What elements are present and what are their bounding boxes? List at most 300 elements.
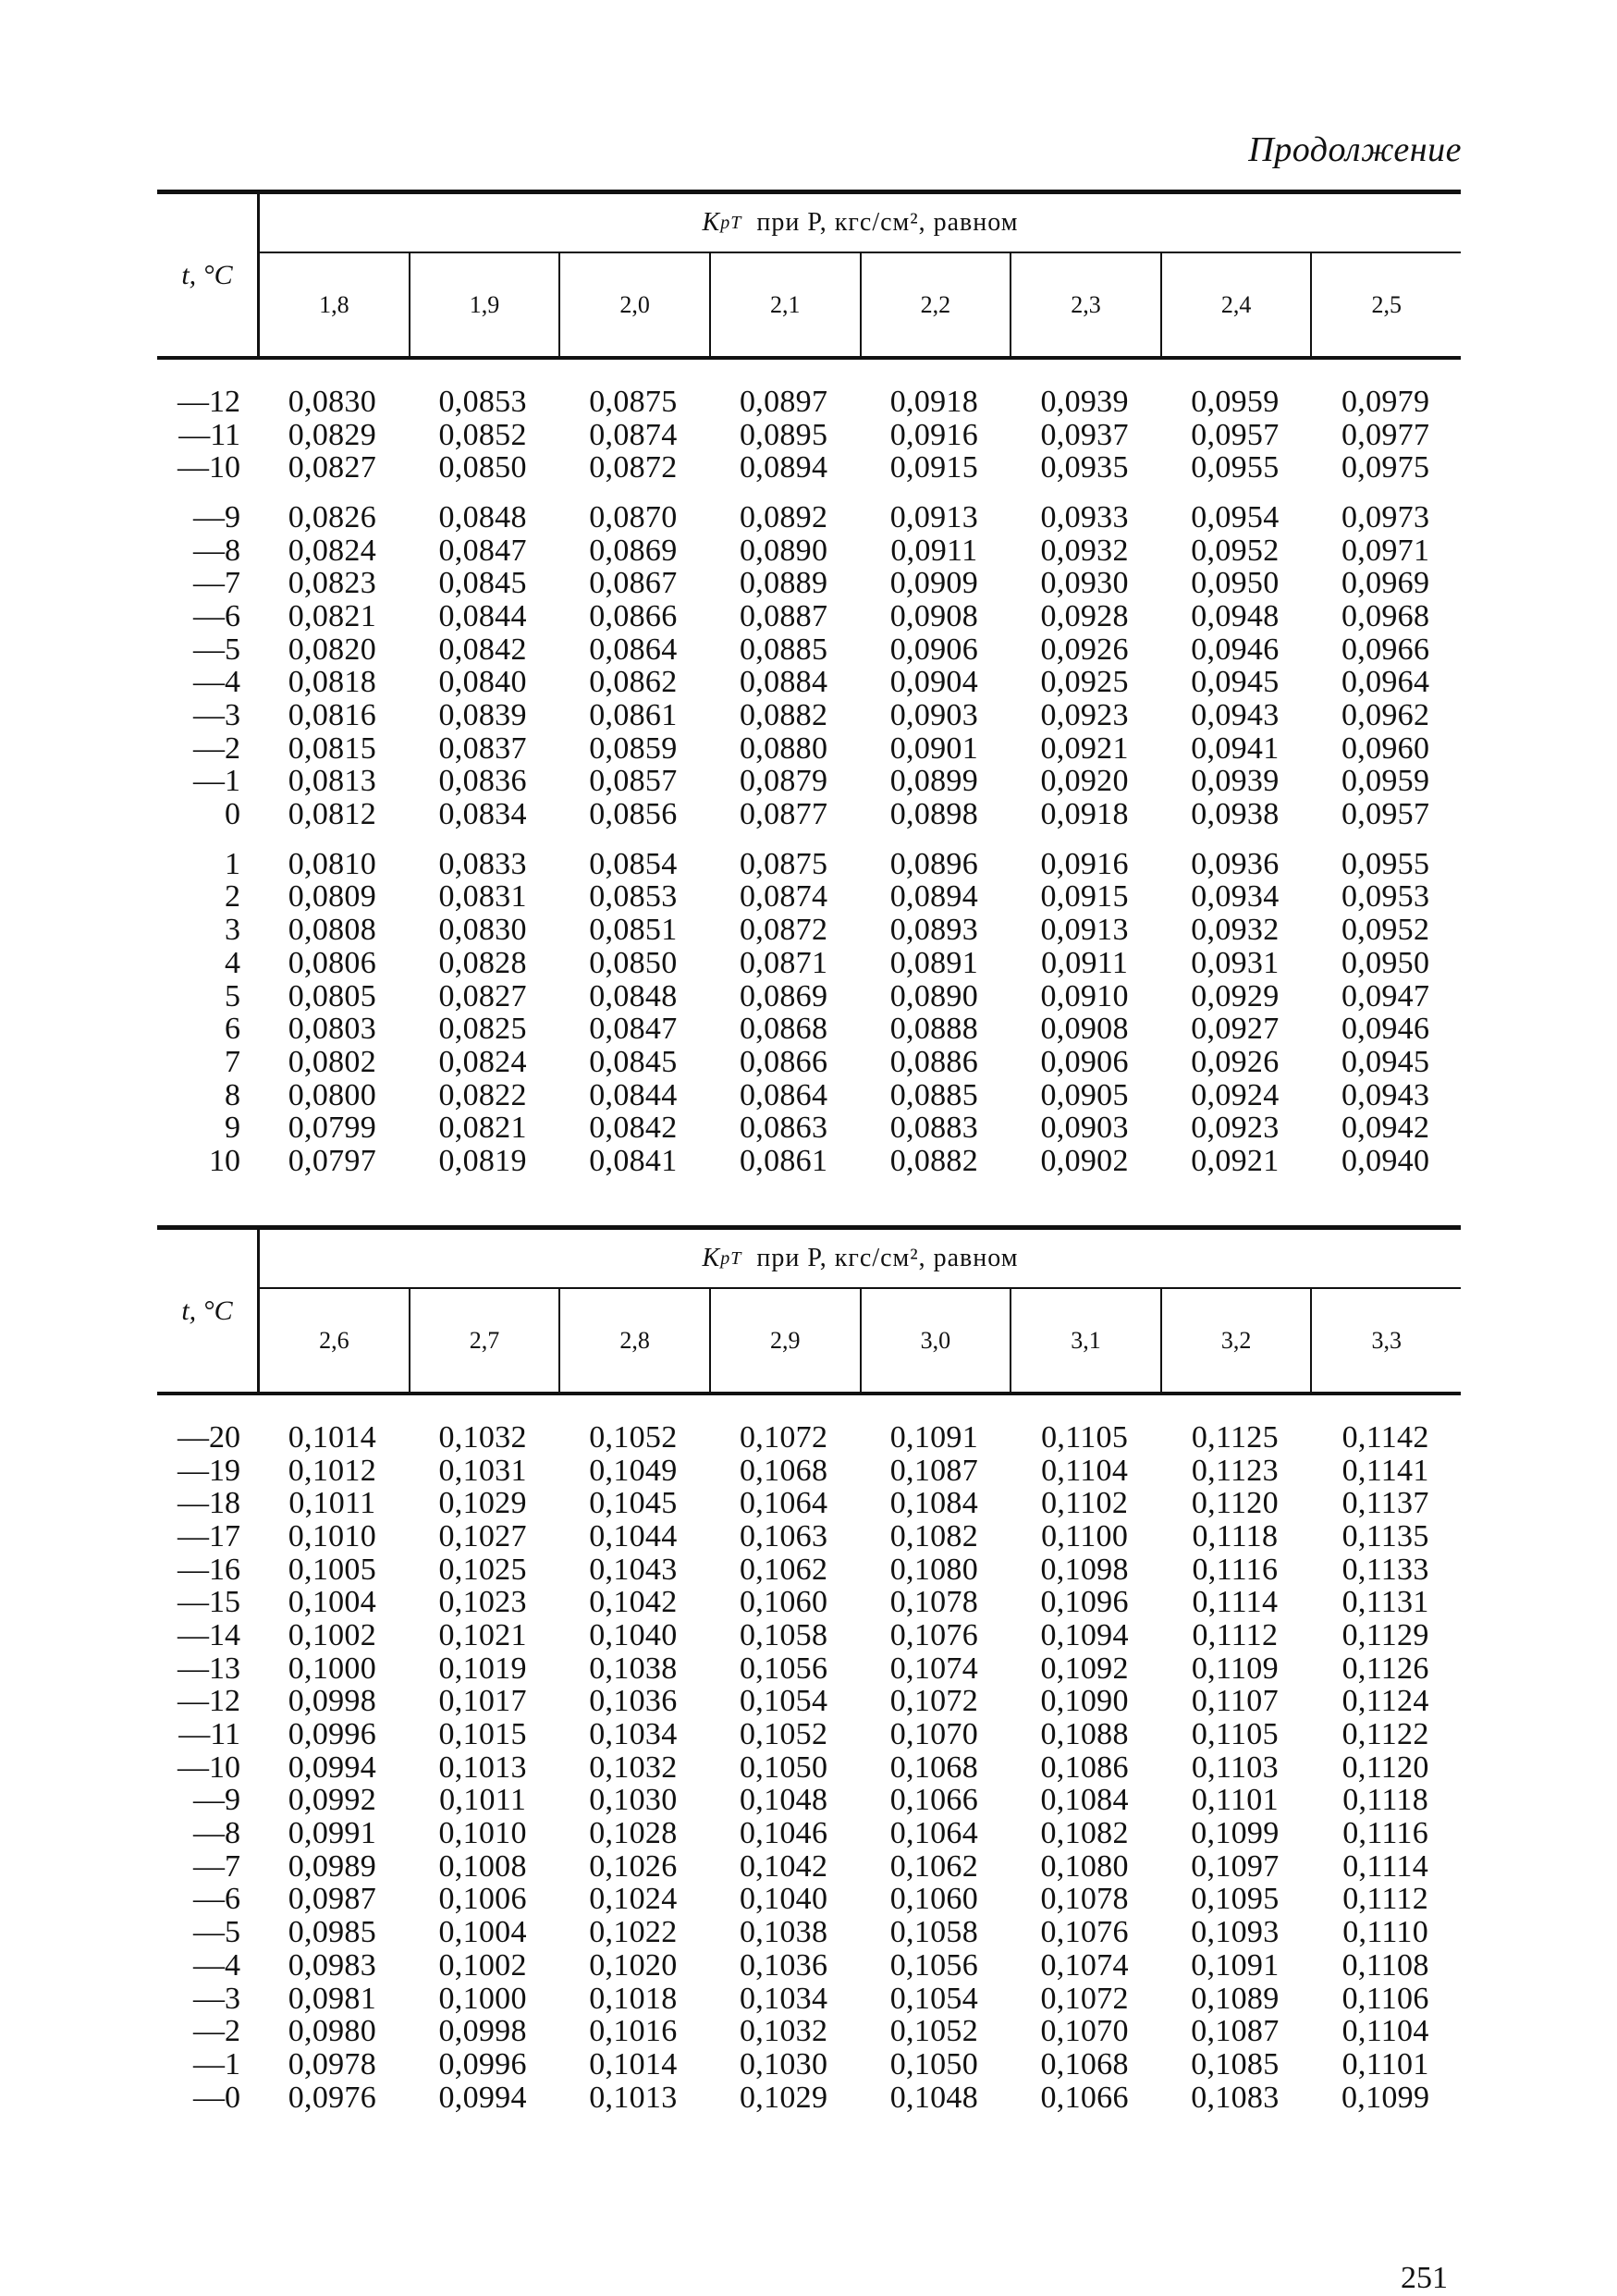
value-cell: 0,0926 bbox=[1040, 632, 1129, 667]
value-cell: 0,0834 bbox=[438, 797, 527, 832]
value-cell: 0,0976 bbox=[288, 2080, 377, 2115]
value-cell: 0,0985 bbox=[288, 1915, 377, 1950]
temperature-cell: 10 bbox=[209, 1143, 240, 1178]
value-cell: 0,1048 bbox=[889, 2080, 979, 2115]
temperature-cell: —9 bbox=[193, 499, 240, 534]
value-cell: 0,0870 bbox=[589, 499, 678, 534]
value-cell: 0,1114 bbox=[1192, 1585, 1279, 1620]
temperature-cell: —1 bbox=[193, 2046, 240, 2081]
value-cell: 0,0943 bbox=[1341, 1077, 1430, 1112]
value-cell: 0,1114 bbox=[1342, 1848, 1429, 1884]
value-cell: 0,1026 bbox=[589, 1848, 678, 1884]
table-row bbox=[157, 1046, 1461, 1079]
value-cell: 0,1095 bbox=[1191, 1882, 1280, 1917]
value-cell: 0,1092 bbox=[1040, 1651, 1129, 1686]
value-cell: 0,0991 bbox=[288, 1816, 377, 1851]
value-cell: 0,0977 bbox=[1341, 417, 1430, 452]
value-cell: 0,0848 bbox=[438, 499, 527, 534]
temperature-cell: —12 bbox=[178, 384, 240, 419]
value-cell: 0,1062 bbox=[889, 1848, 979, 1884]
value-cell: 0,1046 bbox=[739, 1816, 828, 1851]
table-row bbox=[157, 1983, 1461, 2016]
value-cell: 0,0921 bbox=[1191, 1143, 1280, 1178]
value-cell: 0,0975 bbox=[1341, 450, 1430, 485]
column-header: 2,9 bbox=[709, 1289, 860, 1392]
value-cell: 0,1020 bbox=[589, 1947, 678, 1983]
value-cell: 0,1141 bbox=[1341, 1453, 1429, 1488]
temperature-cell: —6 bbox=[193, 598, 240, 633]
temperature-cell: —2 bbox=[193, 2014, 240, 2049]
value-cell: 0,1105 bbox=[1191, 1717, 1279, 1752]
value-cell: 0,0803 bbox=[288, 1012, 377, 1047]
value-cell: 0,0889 bbox=[739, 566, 828, 601]
value-cell: 0,0853 bbox=[589, 879, 678, 915]
table-row bbox=[157, 2081, 1461, 2115]
column-header: 2,1 bbox=[709, 253, 860, 356]
value-cell: 0,1045 bbox=[589, 1486, 678, 1521]
value-cell: 0,1040 bbox=[739, 1882, 828, 1917]
value-cell: 0,0934 bbox=[1191, 879, 1280, 915]
value-cell: 0,0918 bbox=[889, 384, 979, 419]
table-row bbox=[157, 1785, 1461, 1818]
table-row bbox=[157, 1751, 1461, 1785]
value-cell: 0,1105 bbox=[1041, 1419, 1129, 1455]
value-cell: 0,0905 bbox=[1040, 1077, 1129, 1112]
value-cell: 0,0955 bbox=[1191, 450, 1280, 485]
table-row bbox=[157, 848, 1461, 881]
value-cell: 0,0821 bbox=[288, 598, 377, 633]
value-cell: 0,1012 bbox=[288, 1453, 377, 1488]
value-cell: 0,1086 bbox=[1040, 1750, 1129, 1785]
value-cell: 0,0971 bbox=[1341, 533, 1430, 568]
value-cell: 0,1017 bbox=[438, 1684, 527, 1719]
value-cell: 0,1014 bbox=[288, 1419, 377, 1455]
value-cell: 0,1056 bbox=[889, 1947, 979, 1983]
temperature-cell: —19 bbox=[178, 1453, 240, 1488]
value-cell: 0,0959 bbox=[1341, 764, 1430, 799]
value-cell: 0,1097 bbox=[1191, 1848, 1280, 1884]
value-cell: 0,0909 bbox=[889, 566, 979, 601]
table-row bbox=[157, 1455, 1461, 1488]
value-cell: 0,1104 bbox=[1041, 1453, 1129, 1488]
value-cell: 0,1014 bbox=[589, 2046, 678, 2081]
value-cell: 0,0931 bbox=[1191, 945, 1280, 980]
temperature-cell: —11 bbox=[178, 1717, 240, 1752]
value-cell: 0,1107 bbox=[1191, 1684, 1279, 1719]
value-cell: 0,0810 bbox=[288, 846, 377, 881]
value-cell: 0,1084 bbox=[1040, 1783, 1129, 1818]
value-cell: 0,1042 bbox=[739, 1848, 828, 1884]
value-cell: 0,1085 bbox=[1191, 2046, 1280, 2081]
table-row bbox=[157, 1850, 1461, 1884]
value-cell: 0,0823 bbox=[288, 566, 377, 601]
value-cell: 0,0819 bbox=[438, 1143, 527, 1178]
value-cell: 0,0998 bbox=[288, 1684, 377, 1719]
value-cell: 0,1074 bbox=[1040, 1947, 1129, 1983]
span-header-text: при P, кгс/см², равном bbox=[756, 1244, 1019, 1272]
value-cell: 0,0812 bbox=[288, 797, 377, 832]
table-2 bbox=[157, 1225, 1461, 2130]
column-header: 2,8 bbox=[558, 1289, 709, 1392]
value-cell: 0,0875 bbox=[739, 846, 828, 881]
value-cell: 0,0884 bbox=[739, 665, 828, 700]
value-cell: 0,0928 bbox=[1040, 598, 1129, 633]
value-cell: 0,1052 bbox=[589, 1419, 678, 1455]
temperature-cell: —7 bbox=[193, 1848, 240, 1884]
value-cell: 0,0844 bbox=[589, 1077, 678, 1112]
value-cell: 0,0998 bbox=[438, 2014, 527, 2049]
temperature-cell: —10 bbox=[178, 450, 240, 485]
value-cell: 0,0969 bbox=[1341, 566, 1430, 601]
value-cell: 0,1042 bbox=[589, 1585, 678, 1620]
value-cell: 0,1125 bbox=[1191, 1419, 1279, 1455]
value-cell: 0,0941 bbox=[1191, 731, 1280, 766]
value-cell: 0,0894 bbox=[889, 879, 979, 915]
temperature-cell: 7 bbox=[225, 1044, 240, 1079]
temperature-cell: —7 bbox=[193, 566, 240, 601]
temperature-cell: 1 bbox=[225, 846, 240, 881]
value-cell: 0,0926 bbox=[1191, 1044, 1280, 1079]
value-cell: 0,0850 bbox=[438, 450, 527, 485]
table-row bbox=[157, 2048, 1461, 2081]
value-cell: 0,0871 bbox=[739, 945, 828, 980]
table-row bbox=[157, 2015, 1461, 2048]
value-cell: 0,1029 bbox=[438, 1486, 527, 1521]
temperature-cell: 0 bbox=[225, 797, 240, 832]
value-cell: 0,0913 bbox=[889, 499, 979, 534]
value-cell: 0,1089 bbox=[1191, 1981, 1280, 2016]
value-cell: 0,0890 bbox=[739, 533, 828, 568]
value-cell: 0,0805 bbox=[288, 978, 377, 1013]
value-cell: 0,1013 bbox=[438, 1750, 527, 1785]
value-cell: 0,0913 bbox=[1040, 913, 1129, 948]
value-cell: 0,0845 bbox=[438, 566, 527, 601]
coefficient-symbol: K bbox=[702, 1244, 721, 1272]
value-cell: 0,0936 bbox=[1191, 846, 1280, 881]
value-cell: 0,0809 bbox=[288, 879, 377, 915]
value-cell: 0,1082 bbox=[889, 1518, 979, 1553]
value-cell: 0,0887 bbox=[739, 598, 828, 633]
value-cell: 0,0799 bbox=[288, 1111, 377, 1146]
table-row bbox=[157, 501, 1461, 534]
table-row bbox=[157, 633, 1461, 667]
table-row bbox=[157, 1686, 1461, 1719]
table-row bbox=[157, 1013, 1461, 1046]
value-cell: 0,0883 bbox=[889, 1111, 979, 1146]
span-header-text: при P, кгс/см², равном bbox=[756, 208, 1019, 237]
value-cell: 0,1005 bbox=[288, 1552, 377, 1587]
value-cell: 0,0980 bbox=[288, 2014, 377, 2049]
table-body bbox=[157, 360, 1461, 1178]
table-row bbox=[157, 534, 1461, 568]
value-cell: 0,0923 bbox=[1040, 698, 1129, 733]
value-cell: 0,1043 bbox=[589, 1552, 678, 1587]
value-cell: 0,1011 bbox=[288, 1486, 376, 1521]
temperature-cell: —8 bbox=[193, 1816, 240, 1851]
value-cell: 0,0800 bbox=[288, 1077, 377, 1112]
value-cell: 0,0880 bbox=[739, 731, 828, 766]
value-cell: 0,0869 bbox=[739, 978, 828, 1013]
value-cell: 0,1102 bbox=[1041, 1486, 1129, 1521]
value-cell: 0,1038 bbox=[739, 1915, 828, 1950]
value-cell: 0,0910 bbox=[1040, 978, 1129, 1013]
value-cell: 0,0945 bbox=[1191, 665, 1280, 700]
value-cell: 0,0903 bbox=[1040, 1111, 1129, 1146]
value-cell: 0,0820 bbox=[288, 632, 377, 667]
value-cell: 0,1019 bbox=[438, 1651, 527, 1686]
value-cell: 0,0854 bbox=[589, 846, 678, 881]
value-cell: 0,0915 bbox=[889, 450, 979, 485]
value-cell: 0,0946 bbox=[1191, 632, 1280, 667]
value-cell: 0,0908 bbox=[1040, 1012, 1129, 1047]
value-cell: 0,0978 bbox=[288, 2046, 377, 2081]
value-cell: 0,1044 bbox=[589, 1518, 678, 1553]
temperature-cell: —16 bbox=[178, 1552, 240, 1587]
column-header: 2,2 bbox=[860, 253, 1011, 356]
value-cell: 0,0903 bbox=[889, 698, 979, 733]
value-cell: 0,0802 bbox=[288, 1044, 377, 1079]
value-cell: 0,0848 bbox=[589, 978, 678, 1013]
temperature-cell: —14 bbox=[178, 1617, 240, 1652]
value-cell: 0,1064 bbox=[889, 1816, 979, 1851]
value-cell: 0,0828 bbox=[438, 945, 527, 980]
value-cell: 0,1048 bbox=[739, 1783, 828, 1818]
column-header: 2,7 bbox=[409, 1289, 559, 1392]
value-cell: 0,0898 bbox=[889, 797, 979, 832]
value-cell: 0,0897 bbox=[739, 384, 828, 419]
table-row bbox=[157, 1619, 1461, 1652]
value-cell: 0,0845 bbox=[589, 1044, 678, 1079]
value-cell: 0,0992 bbox=[288, 1783, 377, 1818]
value-cell: 0,1090 bbox=[1040, 1684, 1129, 1719]
table-row bbox=[157, 1586, 1461, 1619]
value-cell: 0,0901 bbox=[889, 731, 979, 766]
value-cell: 0,1029 bbox=[739, 2080, 828, 2115]
temperature-cell: —15 bbox=[178, 1585, 240, 1620]
value-cell: 0,0929 bbox=[1191, 978, 1280, 1013]
value-cell: 0,1000 bbox=[438, 1981, 527, 2016]
value-cell: 0,0837 bbox=[438, 731, 527, 766]
column-span-header bbox=[260, 1230, 1461, 1289]
value-cell: 0,0916 bbox=[1040, 846, 1129, 881]
value-cell: 0,1116 bbox=[1342, 1816, 1429, 1851]
table-row bbox=[157, 881, 1461, 915]
value-cell: 0,0841 bbox=[589, 1143, 678, 1178]
value-cell: 0,1112 bbox=[1342, 1882, 1429, 1917]
column-header: 1,8 bbox=[319, 290, 349, 318]
value-cell: 0,1010 bbox=[438, 1816, 527, 1851]
value-cell: 0,0875 bbox=[589, 384, 678, 419]
value-cell: 0,1024 bbox=[589, 1882, 678, 1917]
coefficient-subscript: pT bbox=[720, 1247, 742, 1269]
value-cell: 0,1099 bbox=[1341, 2080, 1430, 2115]
value-cell: 0,0851 bbox=[589, 913, 678, 948]
value-cell: 0,0924 bbox=[1191, 1077, 1280, 1112]
value-cell: 0,1034 bbox=[589, 1717, 678, 1752]
value-cell: 0,0916 bbox=[889, 417, 979, 452]
page-number: 251 bbox=[1401, 2261, 1448, 2295]
value-cell: 0,0886 bbox=[889, 1044, 979, 1079]
value-cell: 0,0943 bbox=[1191, 698, 1280, 733]
value-cell: 0,1091 bbox=[889, 1419, 979, 1455]
column-header: 3,3 bbox=[1310, 1289, 1461, 1392]
value-cell: 0,0939 bbox=[1040, 384, 1129, 419]
value-cell: 0,1004 bbox=[288, 1585, 377, 1620]
table-row bbox=[157, 947, 1461, 980]
value-cell: 0,1034 bbox=[739, 1981, 828, 2016]
value-cell: 0,0806 bbox=[288, 945, 377, 980]
value-cell: 0,1087 bbox=[889, 1453, 979, 1488]
value-cell: 0,0987 bbox=[288, 1882, 377, 1917]
value-cell: 0,0908 bbox=[889, 598, 979, 633]
continuation-label: Продолжение bbox=[1248, 130, 1462, 169]
value-cell: 0,0989 bbox=[288, 1848, 377, 1884]
value-cell: 0,0856 bbox=[589, 797, 678, 832]
value-cell: 0,0904 bbox=[889, 665, 979, 700]
value-cell: 0,0899 bbox=[889, 764, 979, 799]
value-cell: 0,0962 bbox=[1341, 698, 1430, 733]
value-cell: 0,1108 bbox=[1341, 1947, 1429, 1983]
value-cell: 0,1104 bbox=[1341, 2014, 1429, 2049]
column-header: 3,0 bbox=[860, 1289, 1011, 1392]
value-cell: 0,1135 bbox=[1341, 1518, 1429, 1553]
table-row bbox=[157, 1884, 1461, 1917]
value-cell: 0,1060 bbox=[889, 1882, 979, 1917]
value-cell: 0,0825 bbox=[438, 1012, 527, 1047]
value-cell: 0,0816 bbox=[288, 698, 377, 733]
value-cell: 0,0918 bbox=[1040, 797, 1129, 832]
value-cell: 0,0833 bbox=[438, 846, 527, 881]
column-header: 2,3 bbox=[1010, 253, 1160, 356]
value-cell: 0,0996 bbox=[438, 2046, 527, 2081]
column-header: 3,2 bbox=[1160, 1289, 1311, 1392]
stub-header: t, °C bbox=[157, 194, 260, 356]
temperature-cell: 5 bbox=[225, 978, 240, 1013]
value-cell: 0,0906 bbox=[889, 632, 979, 667]
value-cell: 0,0952 bbox=[1191, 533, 1280, 568]
value-cell: 0,0915 bbox=[1040, 879, 1129, 915]
value-cell: 0,1080 bbox=[1040, 1848, 1129, 1884]
value-cell: 0,1030 bbox=[739, 2046, 828, 2081]
column-headers bbox=[260, 253, 1461, 356]
value-cell: 0,1118 bbox=[1192, 1518, 1279, 1553]
column-headers bbox=[260, 1289, 1461, 1392]
value-cell: 0,1070 bbox=[1040, 2014, 1129, 2049]
value-cell: 0,1064 bbox=[739, 1486, 828, 1521]
value-cell: 0,0952 bbox=[1341, 913, 1430, 948]
value-cell: 0,0879 bbox=[739, 764, 828, 799]
value-cell: 0,0842 bbox=[438, 632, 527, 667]
value-cell: 0,0994 bbox=[438, 2080, 527, 2115]
value-cell: 0,0968 bbox=[1341, 598, 1430, 633]
value-cell: 0,1124 bbox=[1341, 1684, 1429, 1719]
value-cell: 0,0927 bbox=[1191, 1012, 1280, 1047]
coefficient-subscript: pT bbox=[720, 212, 742, 233]
value-cell: 0,0853 bbox=[438, 384, 527, 419]
value-cell: 0,1018 bbox=[589, 1981, 678, 2016]
value-cell: 0,0824 bbox=[438, 1044, 527, 1079]
temperature-cell: 9 bbox=[225, 1111, 240, 1146]
value-cell: 0,1013 bbox=[589, 2080, 678, 2115]
value-cell: 0,1066 bbox=[1040, 2080, 1129, 2115]
value-cell: 0,1142 bbox=[1341, 1419, 1429, 1455]
value-cell: 0,0826 bbox=[288, 499, 377, 534]
value-cell: 0,1074 bbox=[889, 1651, 979, 1686]
value-cell: 0,1126 bbox=[1341, 1651, 1429, 1686]
column-header: 1,9 bbox=[409, 253, 559, 356]
value-cell: 0,0933 bbox=[1040, 499, 1129, 534]
value-cell: 0,1072 bbox=[889, 1684, 979, 1719]
value-cell: 0,1049 bbox=[589, 1453, 678, 1488]
value-cell: 0,0894 bbox=[739, 450, 828, 485]
value-cell: 0,1038 bbox=[589, 1651, 678, 1686]
value-cell: 0,1068 bbox=[1040, 2046, 1129, 2081]
table-row bbox=[157, 732, 1461, 766]
value-cell: 0,0844 bbox=[438, 598, 527, 633]
value-cell: 0,0830 bbox=[288, 384, 377, 419]
stub-header: t, °C bbox=[157, 1230, 260, 1392]
column-header: 2,6 bbox=[319, 1326, 349, 1354]
value-cell: 0,1137 bbox=[1341, 1486, 1429, 1521]
value-cell: 0,0981 bbox=[288, 1981, 377, 2016]
table-row bbox=[157, 980, 1461, 1013]
table-row bbox=[157, 567, 1461, 600]
value-cell: 0,1032 bbox=[739, 2014, 828, 2049]
table-row bbox=[157, 1079, 1461, 1112]
temperature-cell: 8 bbox=[225, 1077, 240, 1112]
value-cell: 0,0960 bbox=[1341, 731, 1430, 766]
value-cell: 0,1112 bbox=[1192, 1617, 1279, 1652]
value-cell: 0,0847 bbox=[589, 1012, 678, 1047]
value-cell: 0,1050 bbox=[889, 2046, 979, 2081]
value-cell: 0,0857 bbox=[589, 764, 678, 799]
value-cell: 0,1052 bbox=[739, 1717, 828, 1752]
value-cell: 0,0891 bbox=[889, 945, 979, 980]
temperature-cell: 4 bbox=[225, 945, 240, 980]
value-cell: 0,0874 bbox=[589, 417, 678, 452]
value-cell: 0,1016 bbox=[589, 2014, 678, 2049]
column-header: 2,5 bbox=[1310, 253, 1461, 356]
value-cell: 0,0946 bbox=[1341, 1012, 1430, 1047]
value-cell: 0,0940 bbox=[1341, 1143, 1430, 1178]
table-row bbox=[157, 1718, 1461, 1751]
value-cell: 0,0863 bbox=[739, 1111, 828, 1146]
value-cell: 0,1002 bbox=[438, 1947, 527, 1983]
value-cell: 0,1027 bbox=[438, 1518, 527, 1553]
temperature-cell: —13 bbox=[178, 1651, 240, 1686]
value-cell: 0,0877 bbox=[739, 797, 828, 832]
value-cell: 0,1078 bbox=[889, 1585, 979, 1620]
value-cell: 0,0808 bbox=[288, 913, 377, 948]
row-group bbox=[157, 386, 1461, 485]
value-cell: 0,0850 bbox=[589, 945, 678, 980]
value-cell: 0,1008 bbox=[438, 1848, 527, 1884]
value-cell: 0,1002 bbox=[288, 1617, 377, 1652]
value-cell: 0,0862 bbox=[589, 665, 678, 700]
temperature-cell: —0 bbox=[193, 2080, 240, 2115]
value-cell: 0,0979 bbox=[1341, 384, 1430, 419]
value-cell: 0,0920 bbox=[1040, 764, 1129, 799]
table-body bbox=[157, 1395, 1461, 2114]
table-row bbox=[157, 1520, 1461, 1553]
temperature-cell: —2 bbox=[193, 731, 240, 766]
value-cell: 0,0864 bbox=[589, 632, 678, 667]
value-cell: 0,0957 bbox=[1191, 417, 1280, 452]
table-row bbox=[157, 1145, 1461, 1178]
table-header bbox=[157, 190, 1461, 360]
temperature-cell: —5 bbox=[193, 632, 240, 667]
column-header: 2,0 bbox=[558, 253, 709, 356]
